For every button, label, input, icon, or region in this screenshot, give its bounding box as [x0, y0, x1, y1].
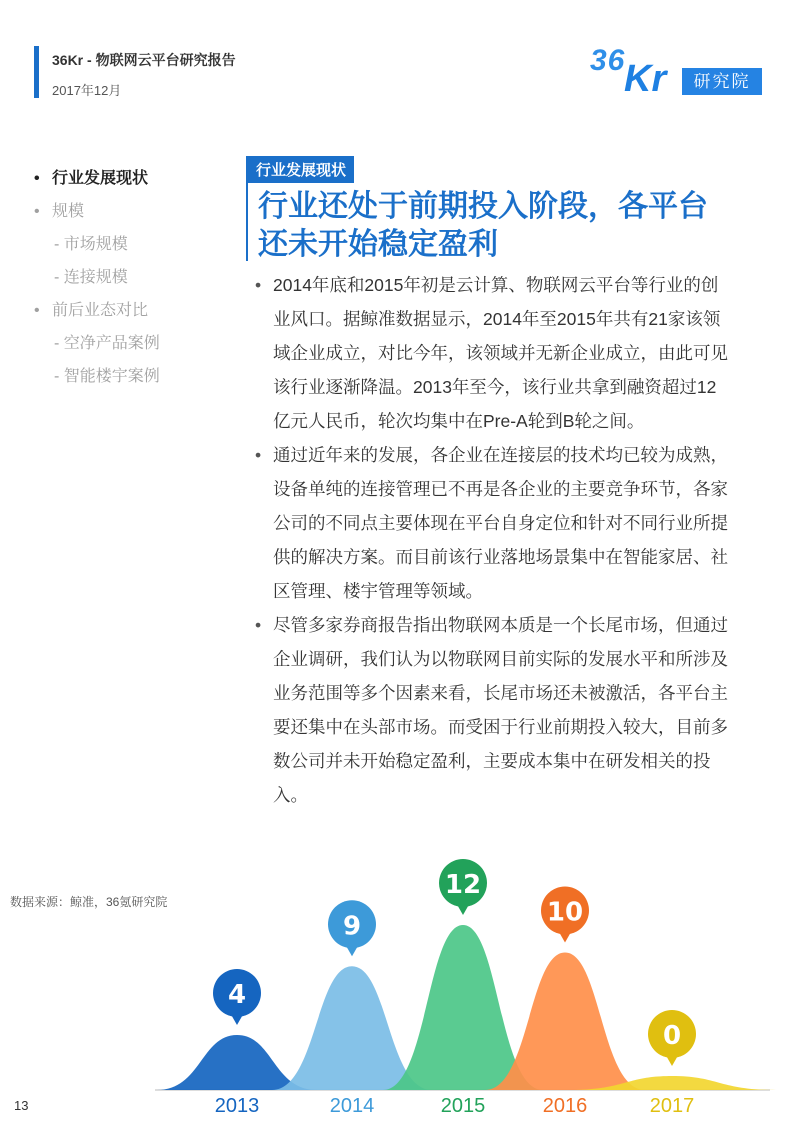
nav-item-label: - 空净产品案例 [54, 335, 160, 352]
nav-item-comparison[interactable] [34, 297, 148, 320]
nav-item-air-purifier-case[interactable] [54, 330, 160, 353]
nav-item-industry-status[interactable] [34, 165, 148, 188]
bullet-paragraph [255, 438, 733, 608]
report-title: 36Kr - 物联网云平台研究报告 [52, 52, 236, 68]
value-bubble-2017 [648, 1010, 696, 1066]
nav-bullet: • [34, 203, 40, 220]
x-tick-label: 2014 [329, 1095, 375, 1117]
body-text [255, 268, 733, 812]
value-bubble-2014 [328, 900, 376, 956]
data-label: 12 [444, 870, 482, 900]
value-bubble-2015 [439, 859, 487, 915]
page-headline: 行业还处于前期投入阶段，各平台还未开始稳定盈利 [258, 190, 708, 261]
value-bubble-2016 [541, 887, 589, 943]
bullet-dot: • [255, 445, 262, 465]
bullet-dot: • [255, 275, 262, 295]
nav-item-label: 规模 [52, 203, 85, 220]
logo-text: 研究院 [682, 68, 762, 95]
value-bubble-2013 [213, 969, 261, 1025]
nav-item-scale[interactable] [34, 198, 84, 221]
nav-bullet: • [34, 302, 40, 319]
data-label: 0 [662, 1021, 682, 1051]
bullet-paragraph [255, 608, 733, 812]
section-tag: 行业发展现状 [248, 156, 354, 183]
nav-item-label: - 市场规模 [54, 236, 128, 253]
nav-item-label: 前后业态对比 [52, 302, 149, 319]
data-source: 数据来源：鲸准，36氪研究院 [10, 895, 168, 909]
header-accent-bar [34, 46, 39, 98]
data-label: 4 [227, 980, 247, 1010]
nav-item-label: - 智能楼宇案例 [54, 368, 160, 385]
x-tick-label: 2013 [214, 1095, 260, 1117]
nav-item-label: 行业发展现状 [52, 170, 149, 187]
x-tick-label: 2015 [440, 1095, 486, 1117]
page-number: 13 [14, 1098, 29, 1113]
nav-item-market-scale[interactable] [54, 231, 128, 254]
x-tick-label: 2016 [542, 1095, 588, 1117]
report-date: 2017年12月 [52, 83, 122, 98]
paragraph-text: 通过近年来的发展，各企业在连接层的技术均已较为成熟，设备单纯的连接管理已不再是各企业的主要竞争环节，各家公司的不同点主要体现在平台自身定位和针对不同行业所提供的解决方案。而目前该行业落地场景集中在智能家居、社区管理、楼宇管理等领域。 [273, 445, 728, 601]
data-label: 9 [342, 911, 362, 942]
paragraph-text: 尽管多家券商报告指出物联网本质是一个长尾市场，但通过企业调研，我们认为以物联网目前实际的发展水平和所涉及业务范围等多个因素来看，长尾市场还未被激活，各平台主要还集中在头部市场。而受困于行业前期投入较大，目前多数公司并未开始稳定盈利，主要成本集中在研发相关的投入。 [273, 615, 728, 805]
data-label: 10 [546, 897, 584, 928]
x-tick-label: 2017 [649, 1095, 695, 1117]
nav-bullet: • [34, 170, 40, 187]
nav-item-connection-scale[interactable] [54, 264, 128, 287]
logo-number: 36 [590, 44, 626, 77]
funding-rounds-chart [0, 850, 794, 1123]
bullet-dot: • [255, 615, 262, 635]
nav-item-label: - 连接规模 [54, 269, 128, 286]
paragraph-text: 2014年底和2015年初是云计算、物联网云平台等行业的创业风口。据鲸准数据显示，2014年至2015年共有21家该领域企业成立，对比今年，该领域并无新企业成立，由此可见该行业逐渐降温。2013年至今，该行业共拿到融资超过12亿元人民币，轮次均集中在Pre-A轮到B轮之间。 [273, 275, 728, 431]
nav-item-smart-building-case[interactable] [54, 363, 160, 386]
bullet-paragraph [255, 268, 733, 438]
logo-kr: Kr [624, 58, 667, 100]
